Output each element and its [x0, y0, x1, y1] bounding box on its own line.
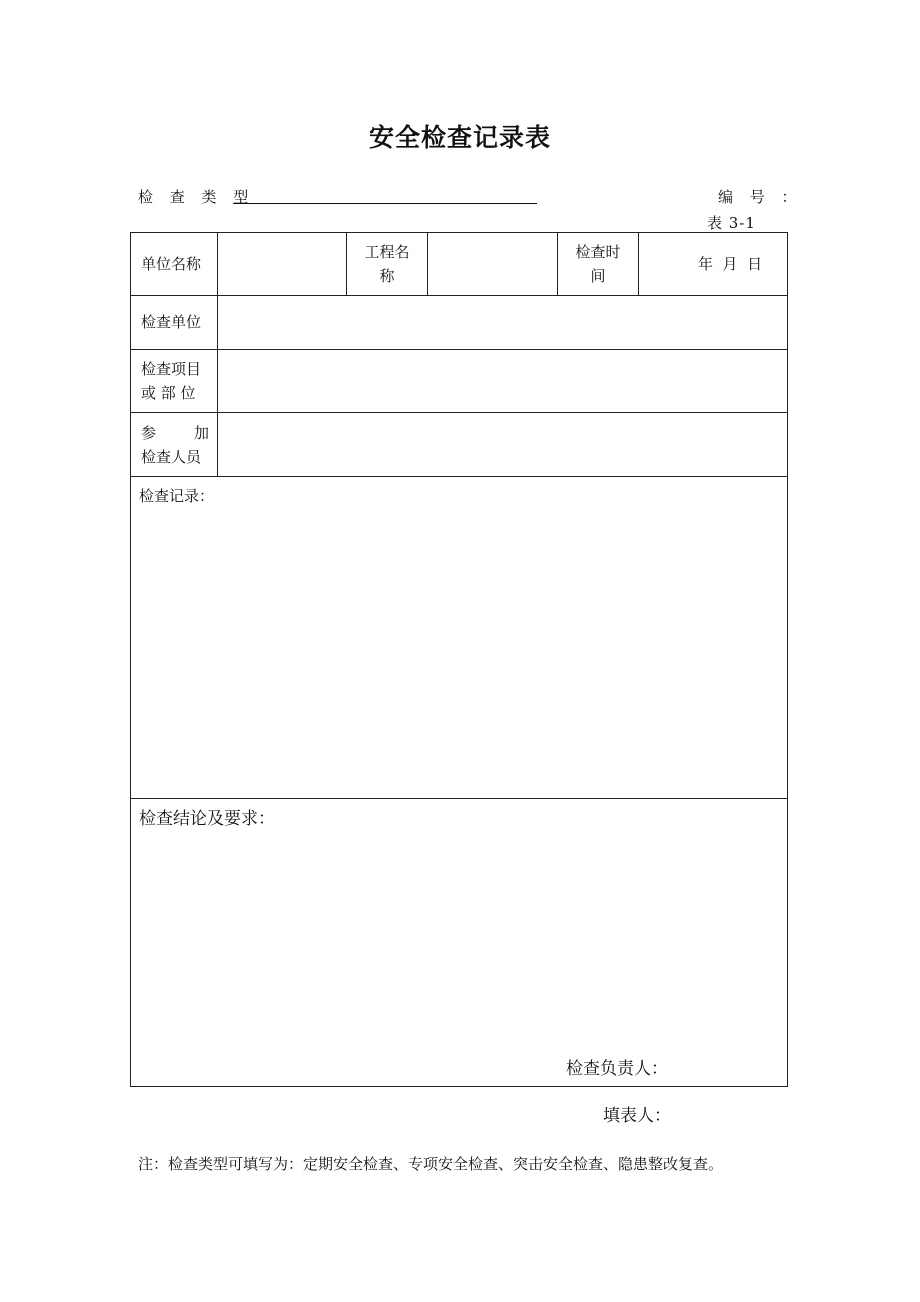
page-title: 安全检查记录表: [368, 123, 551, 152]
inspecting-unit-field[interactable]: [219, 297, 785, 347]
row-divider: [131, 412, 787, 413]
unit-name-field[interactable]: [219, 234, 345, 294]
project-name-label-line1: 工程名: [364, 243, 410, 261]
column-divider: [427, 233, 428, 295]
form-filler-label: 填表人：: [603, 1106, 671, 1126]
participants-field[interactable]: [219, 414, 785, 474]
conclusion-label: 检查结论及要求：: [139, 809, 275, 829]
row-divider: [131, 295, 787, 296]
inspection-records-field[interactable]: [139, 511, 779, 791]
row-divider: [131, 349, 787, 350]
participants-label-char: 参: [141, 424, 157, 442]
inspection-time-label: [558, 240, 638, 288]
inspection-item-label: [141, 357, 209, 405]
inspection-type-label: 检 查 类 型: [138, 188, 255, 206]
inspecting-unit-label: 检查单位: [141, 313, 202, 331]
inspection-date-field[interactable]: 年 月 日: [698, 255, 763, 273]
form-number: 表 3-1: [707, 214, 756, 232]
project-name-label: [347, 240, 427, 288]
project-name-label-line2: 称: [379, 267, 395, 285]
row-divider: [131, 798, 787, 799]
participants-label-char: 加: [193, 424, 209, 442]
inspection-form-table: [130, 232, 788, 1087]
column-divider: [217, 233, 218, 476]
inspection-item-label-line2: 或 部 位: [141, 384, 196, 402]
footnote: 注：检查类型可填写为：定期安全检查、专项安全检查、突击安全检查、隐患整改复查。: [138, 1155, 724, 1173]
inspection-item-field[interactable]: [219, 351, 785, 411]
participants-label-line2: 检查人员: [141, 448, 202, 466]
column-divider: [638, 233, 639, 295]
responsible-person-label: 检查负责人：: [566, 1059, 668, 1079]
project-name-field[interactable]: [429, 234, 556, 294]
inspection-type-input-line[interactable]: [233, 203, 537, 204]
participants-label-line1: [141, 421, 209, 445]
inspection-time-label-line2: 间: [590, 267, 606, 285]
inspection-item-label-line1: 检查项目: [141, 360, 202, 378]
inspection-records-label: 检查记录：: [139, 487, 215, 505]
conclusion-field[interactable]: [139, 835, 779, 1045]
unit-name-label: 单位名称: [141, 255, 202, 273]
participants-label: [141, 421, 209, 469]
row-divider: [131, 476, 787, 477]
serial-number-label: 编 号 ：: [718, 188, 803, 206]
inspection-time-label-line1: 检查时: [575, 243, 621, 261]
